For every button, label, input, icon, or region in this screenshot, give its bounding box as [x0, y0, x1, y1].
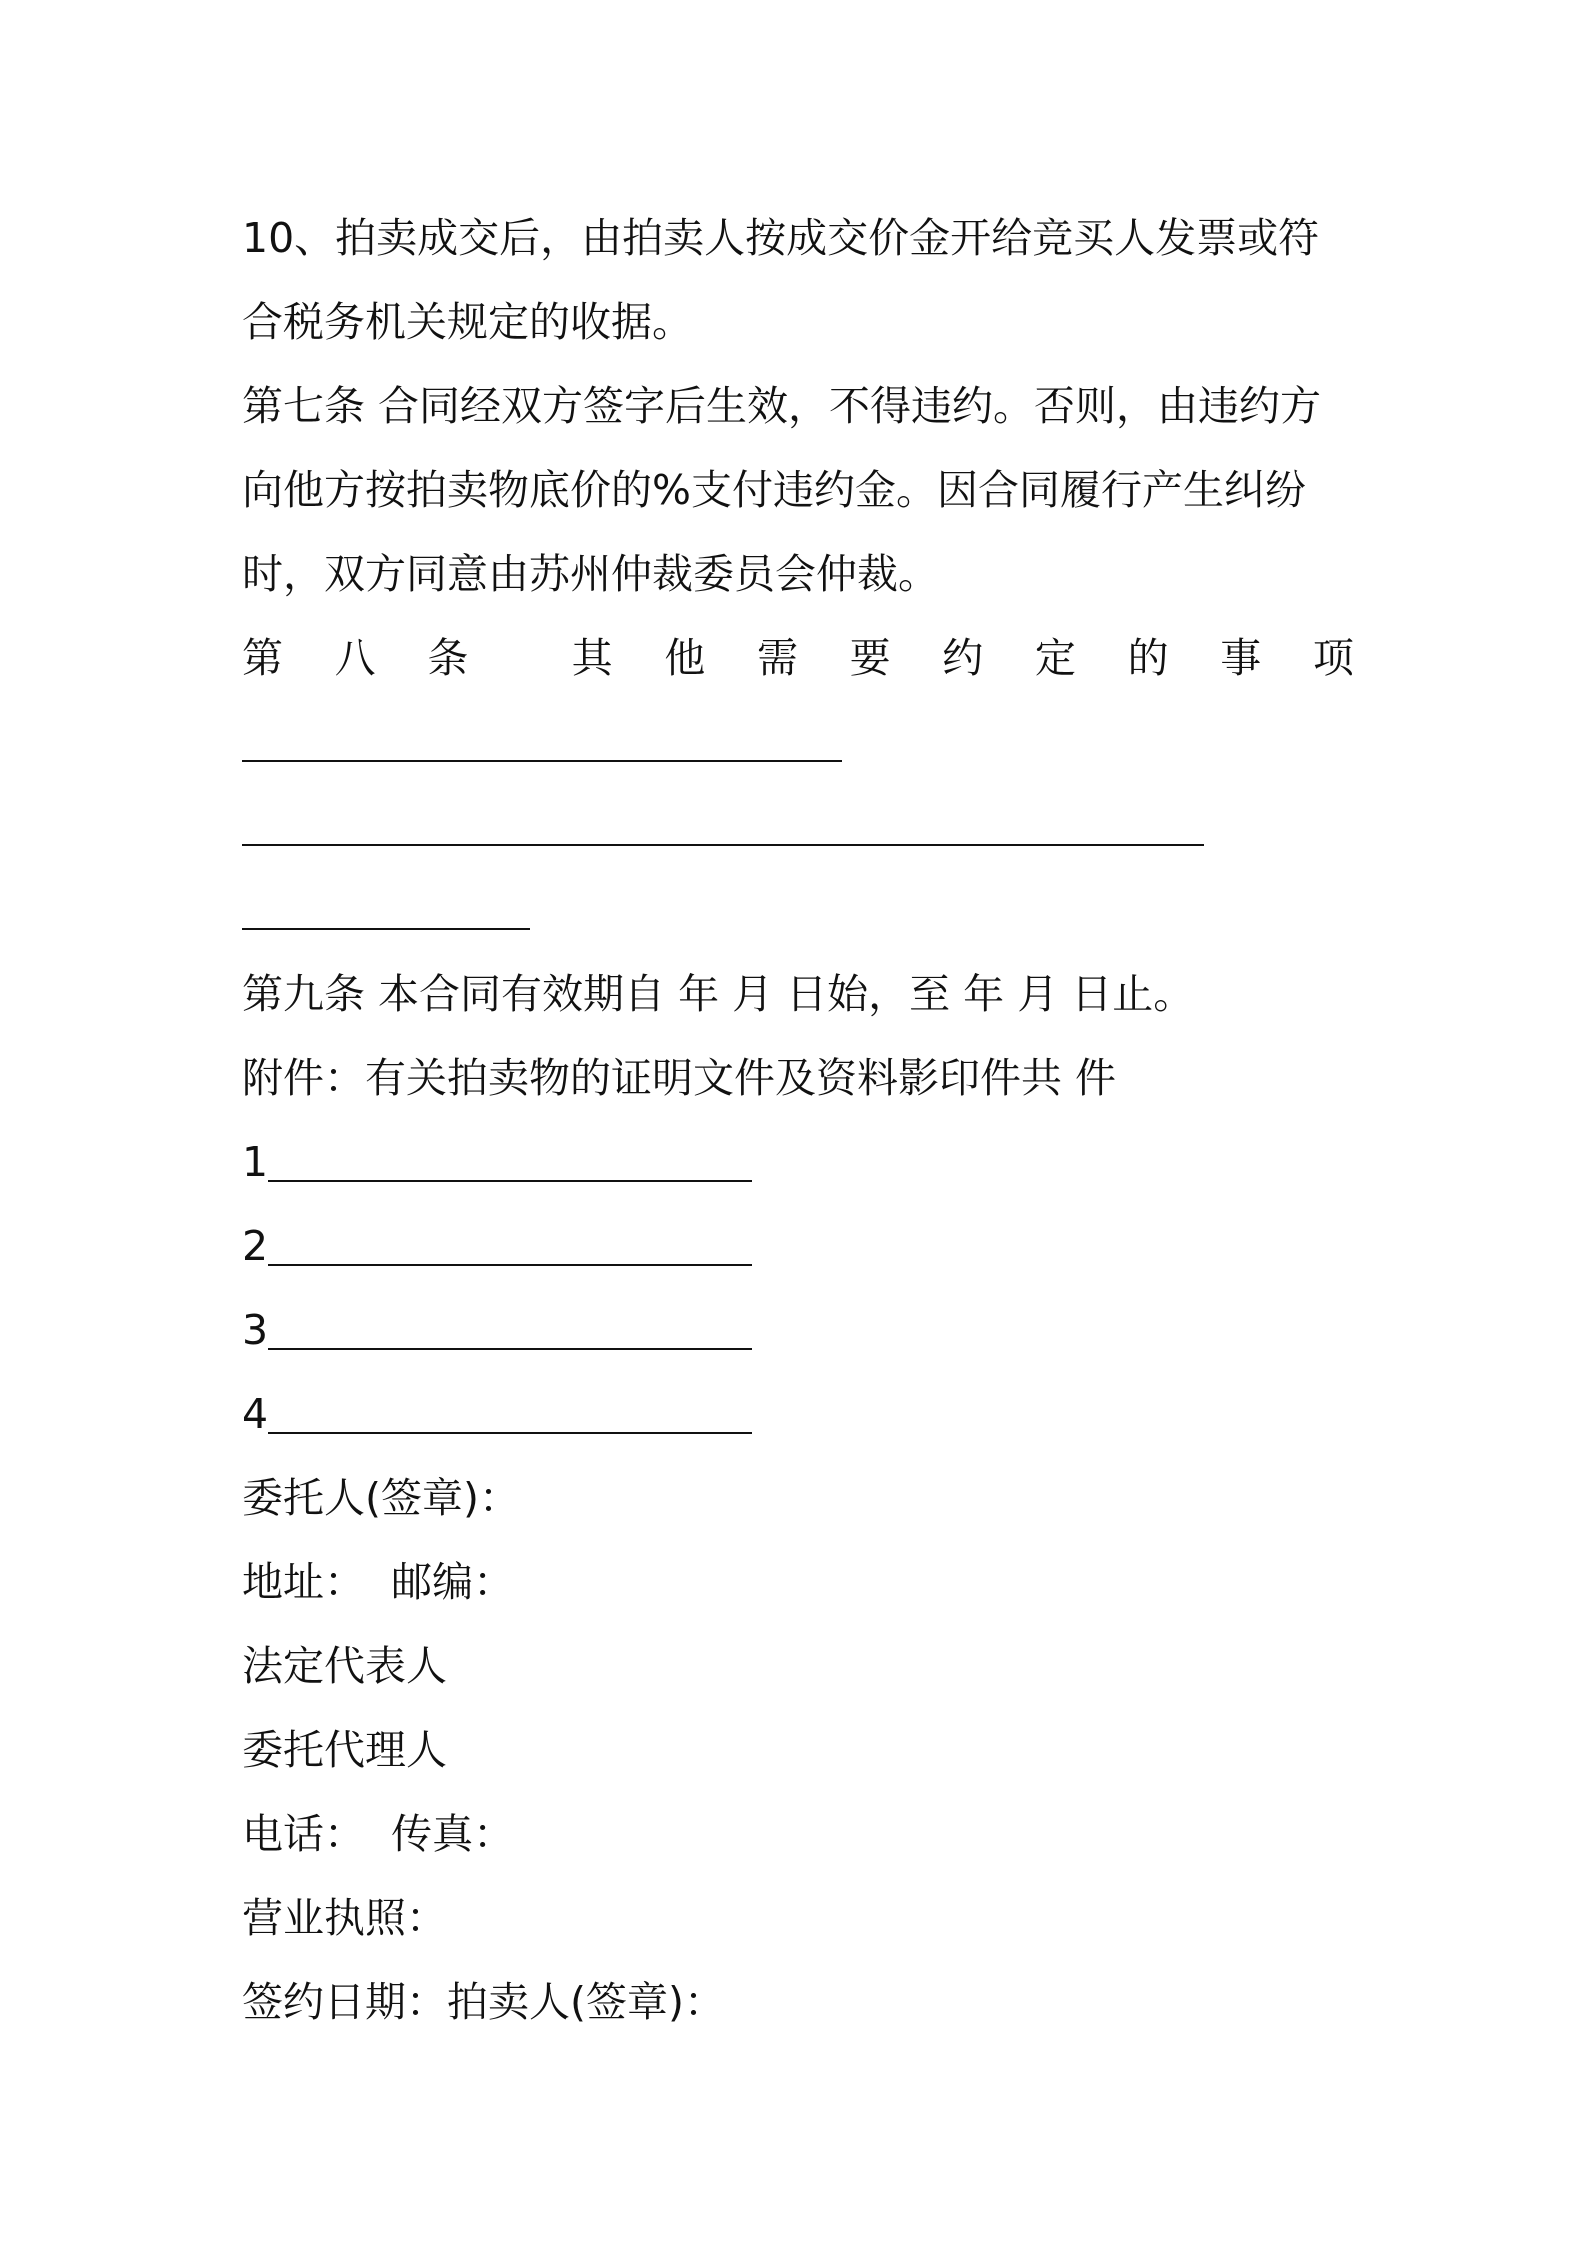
article-8-char: 其	[571, 634, 613, 682]
article-8-char: 的	[1127, 634, 1169, 682]
article-8-char: 第	[242, 634, 283, 682]
article-9: 第九条 本合同有效期自 年 月 日始，至 年 月 日止。	[242, 970, 1195, 1018]
article-8-char: 定	[1034, 634, 1076, 682]
blank-line-3[interactable]	[242, 868, 1354, 952]
authorized-agent: 委托代理人	[242, 1726, 447, 1774]
phone-fax: 电话： 传真：	[242, 1810, 515, 1858]
clause-10: 10、拍卖成交后，由拍卖人按成交价金开给竞买人发票或符合税务机关规定的收据。	[242, 214, 1320, 346]
legal-representative: 法定代表人	[242, 1642, 447, 1690]
consignor-signature: 委托人(签章)：	[242, 1474, 520, 1522]
business-license: 营业执照：	[242, 1894, 447, 1942]
article-8-char: 需	[756, 634, 798, 682]
blank-line-1[interactable]	[242, 700, 1354, 784]
attachment-item-3[interactable]	[242, 1288, 1354, 1372]
address-postcode: 地址： 邮编：	[242, 1558, 515, 1606]
attachment-item-1[interactable]	[242, 1120, 1354, 1204]
attachment-item-4[interactable]	[242, 1372, 1354, 1456]
article-8-char: 要	[849, 634, 891, 682]
article-8-char: 八	[334, 634, 376, 682]
underline	[268, 1264, 752, 1266]
underline	[268, 1348, 752, 1350]
article-8-char: 事	[1220, 634, 1262, 682]
attachment-item-2[interactable]	[242, 1204, 1354, 1288]
attachment-note: 附件：有关拍卖物的证明文件及资料影印件共 件	[242, 1054, 1117, 1102]
article-8-heading	[242, 616, 1354, 700]
item-number: 3	[242, 1306, 269, 1354]
item-number: 4	[242, 1390, 269, 1438]
signing-date: 签约日期：拍卖人(签章)：	[242, 1978, 725, 2026]
underline	[268, 1180, 752, 1182]
article-8-char: 项	[1312, 634, 1354, 682]
underline	[268, 1432, 752, 1434]
article-8-char: 他	[664, 634, 706, 682]
item-number: 1	[242, 1138, 269, 1186]
blank-line-2[interactable]	[242, 784, 1354, 868]
underline	[242, 928, 530, 930]
item-number: 2	[242, 1222, 269, 1270]
article-8-char: 约	[942, 634, 984, 682]
article-7: 第七条 合同经双方签字后生效，不得违约。否则，由违约方向他方按拍卖物底价的%支付违约金。因合同履行产生纠纷时，双方同意由苏州仲裁委员会仲裁。	[242, 382, 1322, 598]
document-body	[242, 196, 1354, 2044]
underline	[242, 760, 842, 762]
underline	[242, 844, 1204, 846]
article-8-char: 条	[427, 634, 469, 682]
